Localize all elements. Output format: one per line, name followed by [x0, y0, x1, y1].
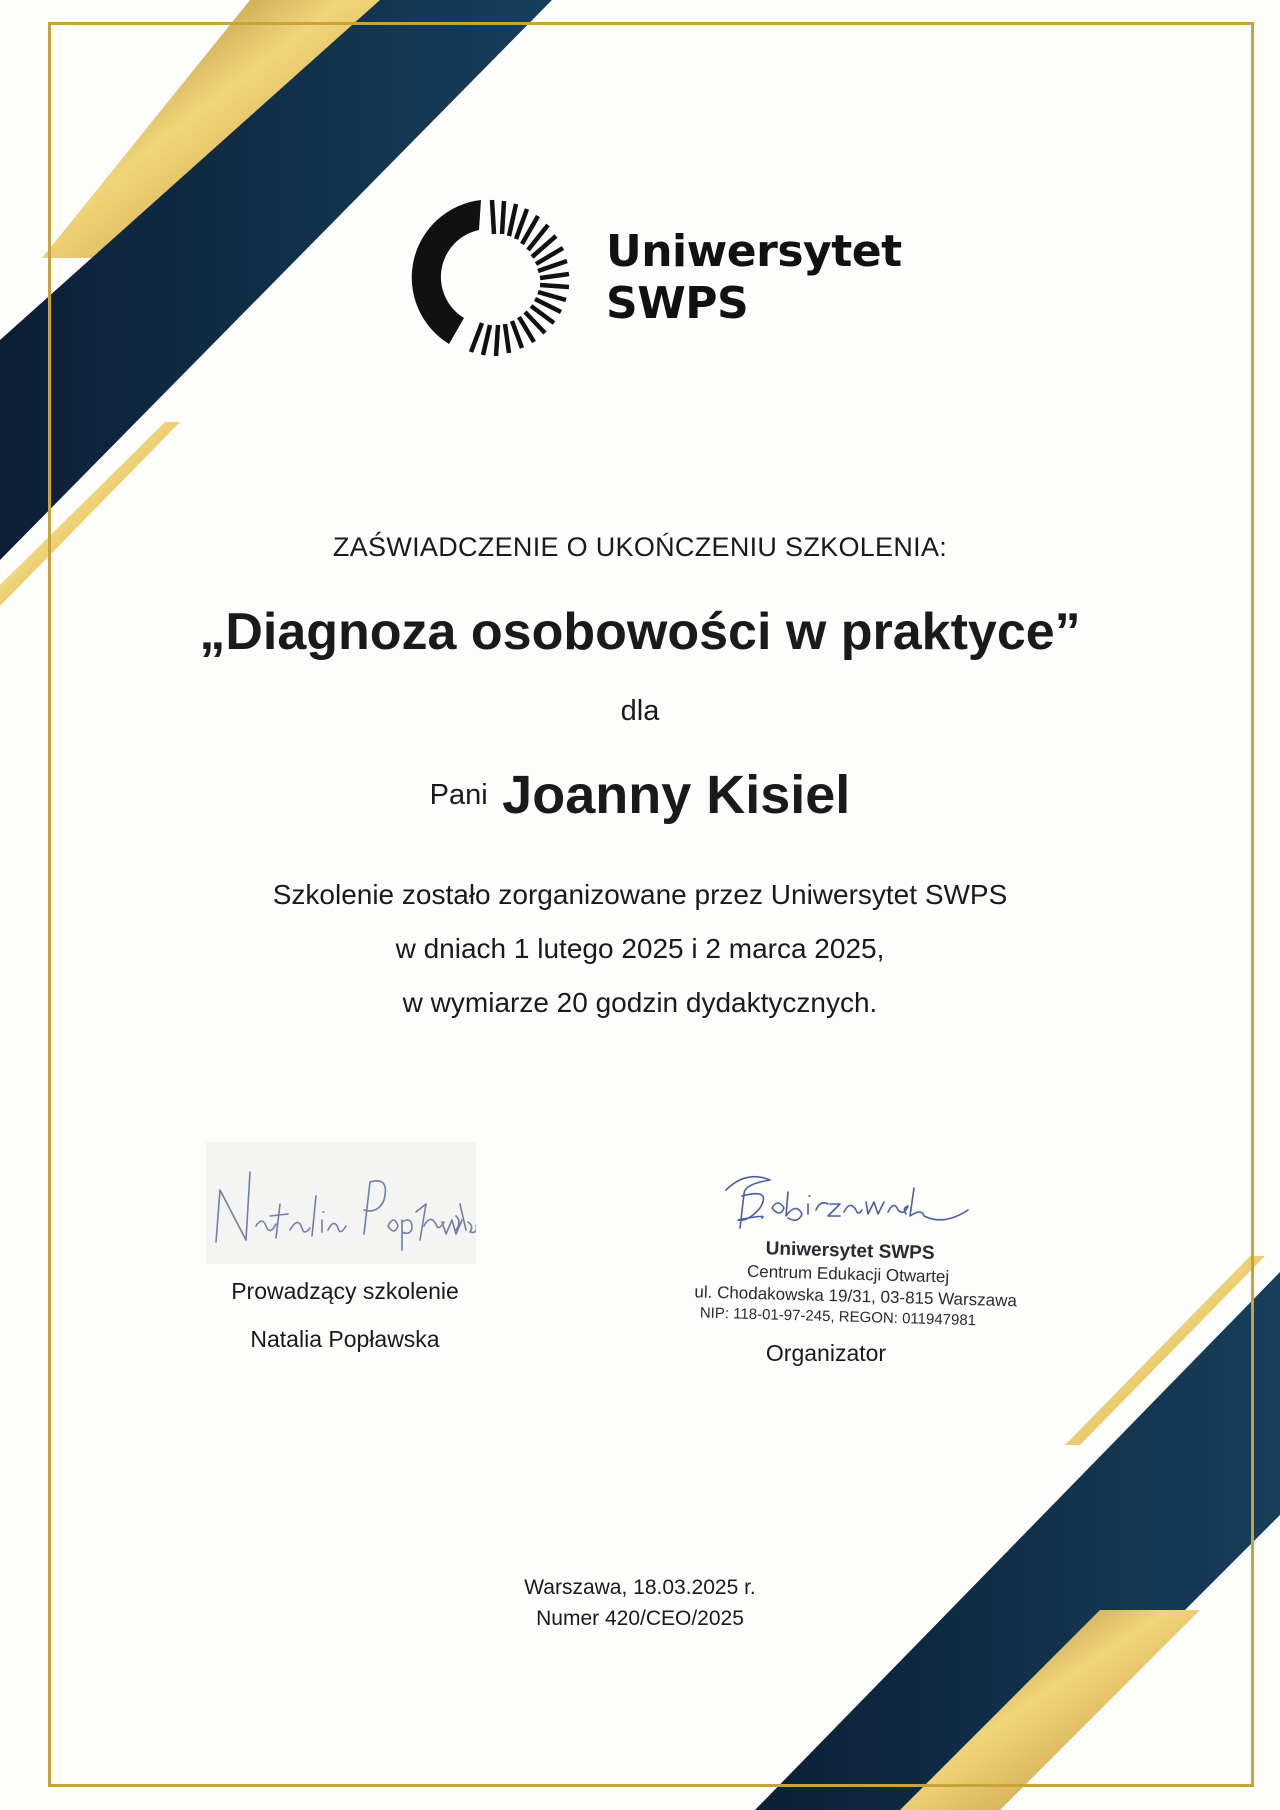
- for-label: dla: [620, 695, 660, 727]
- recipient-prefix: Pani: [429, 778, 488, 811]
- logo-wordmark: [606, 226, 902, 330]
- description-line: w dniach 1 lutego 2025 i 2 marca 2025,: [395, 933, 885, 964]
- stamp-line: Centrum Edukacji Otwartej: [746, 1261, 950, 1287]
- organizer-role: Organizator: [765, 1340, 887, 1366]
- stamp-line: Uniwersytet SWPS: [765, 1238, 935, 1264]
- organizer-stamp: [682, 1236, 1018, 1330]
- organizer-signature: [718, 1168, 970, 1232]
- recipient-name: Joanny Kisiel: [502, 765, 851, 825]
- trainer-role: Prowadzący szkolenie: [231, 1278, 459, 1304]
- logo-line-1: Uniwersytet: [606, 226, 902, 277]
- logo-line-2: SWPS: [606, 278, 749, 329]
- stamp-line: ul. Chodakowska 19/31, 03-815 Warszawa: [694, 1282, 1018, 1311]
- stamp-line: NIP: 118-01-97-245, REGON: 011947981: [699, 1304, 977, 1330]
- course-title: „Diagnoza osobowości w praktyce”: [199, 603, 1081, 661]
- certificate-number: Numer 420/CEO/2025: [536, 1607, 744, 1630]
- place-and-date: Warszawa, 18.03.2025 r.: [524, 1576, 756, 1599]
- university-logo: [410, 196, 902, 360]
- description-line: Szkolenie zostało zorganizowane przez Uniwersytet SWPS: [272, 879, 1008, 910]
- course-description: [0, 868, 1280, 1030]
- trainer-name: Natalia Popławska: [250, 1326, 440, 1352]
- trainer-signature: [206, 1142, 476, 1264]
- sunburst-logo-icon: [410, 196, 574, 360]
- description-line: w wymiarze 20 godzin dydaktycznych.: [402, 987, 878, 1018]
- recipient: [0, 764, 1280, 826]
- certificate-heading: ZAŚWIADCZENIE O UKOŃCZENIU SZKOLENIA:: [332, 532, 948, 562]
